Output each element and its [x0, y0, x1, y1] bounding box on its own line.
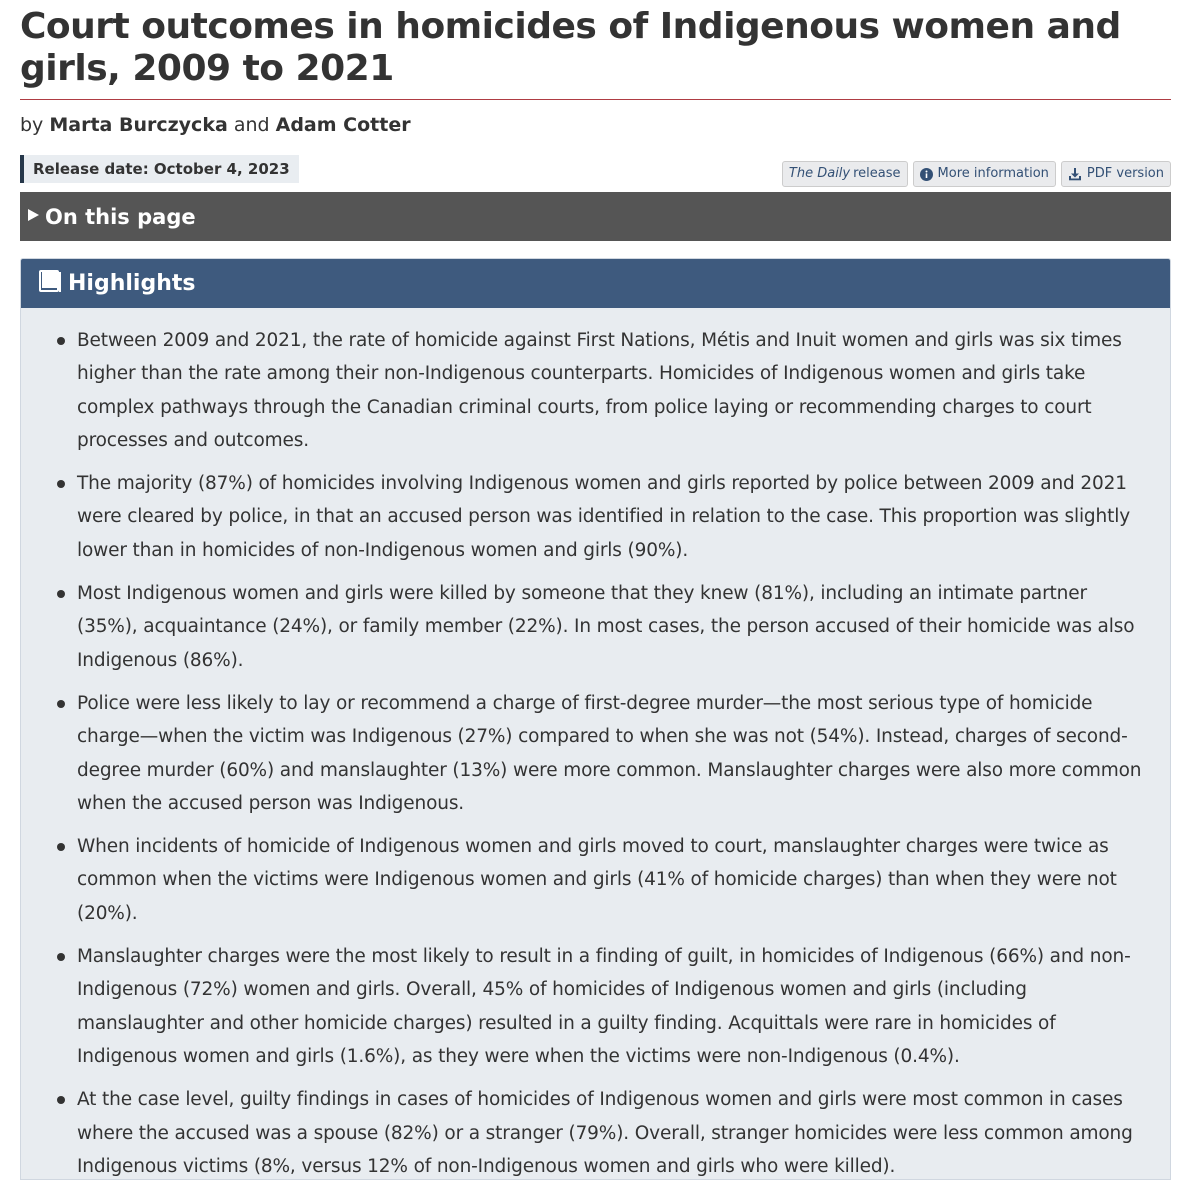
daily-label: The Daily — [788, 166, 851, 181]
highlights-panel — [20, 258, 1171, 1180]
on-this-page-label: On this page — [45, 204, 196, 229]
document-actions — [782, 161, 1171, 187]
daily-release-button[interactable] — [782, 161, 908, 187]
byline-prefix: by — [20, 114, 44, 136]
highlights-list — [55, 324, 1152, 1180]
byline — [20, 113, 1171, 137]
title-divider — [20, 99, 1171, 100]
list-item: At the case level, guilty findings in cases of homicides of Indigenous women and girls were most common in cases where the accused was a spouse (82%) or a stranger (79%). Overall, stranger homicides were less common among Indigenous victims (8%, versus 12% of non-Indigenous women and girls who were killed). — [55, 1083, 1152, 1180]
page-title: Court outcomes in homicides of Indigenous women and girls, 2009 to 2021 — [20, 6, 1121, 89]
list-item: Most Indigenous women and girls were killed by someone that they knew (81%), including an intimate partner (35%), acquaintance (24%), or family member (22%). In most cases, the person accused of their homicide was also Indigenous (86%). — [55, 577, 1152, 677]
download-icon — [1068, 167, 1082, 181]
highlights-body — [21, 308, 1170, 1180]
daily-suffix: release — [853, 166, 901, 181]
release-date: Release date: October 4, 2023 — [20, 155, 299, 183]
page-content — [20, 0, 1171, 1180]
list-item: When incidents of homicide of Indigenous women and girls moved to court, manslaughter charges were twice as common when the victims were Indigenous women and girls (41% of homicide charges) than when they were not (20%). — [55, 830, 1152, 930]
release-row — [20, 155, 1171, 195]
more-information-button[interactable] — [913, 161, 1056, 187]
highlights-header — [21, 259, 1170, 308]
list-item: Police were less likely to lay or recommend a charge of first-degree murder—the most serious type of homicide charge—when the victim was Indigenous (27%) compared to when she was not (54%). Instead, charges of second-degree murder (60%) and manslaughter (13%) were more common. Manslaughter charges were also more common when the accused person was Indigenous. — [55, 687, 1152, 820]
author-name: Adam Cotter — [275, 114, 411, 136]
list-item: Between 2009 and 2021, the rate of homicide against First Nations, Métis and Inuit women and girls was six times higher than the rate among their non-Indigenous counterparts. Homicides of Indigenous women and girls take complex pathways through the Canadian criminal courts, from police laying or recommending charges to court processes and outcomes. — [55, 324, 1152, 457]
list-item: Manslaughter charges were the most likely to result in a finding of guilt, in homicides of Indigenous (66%) and non-Indigenous (72%) women and girls. Overall, 45% of homicides of Indigenous women and girls (including manslaughter and other homicide charges) resulted in a guilty finding. Acquittals were rare in homicides of Indigenous women and girls (1.6%), as they were when the victims were non-Indigenous (0.4%). — [55, 940, 1152, 1073]
author-name: Marta Burczycka — [49, 114, 228, 136]
book-icon — [38, 269, 62, 299]
on-this-page-toggle[interactable] — [20, 192, 1171, 241]
pdf-version-button[interactable] — [1061, 161, 1171, 187]
caret-right-icon — [28, 209, 39, 224]
byline-conjunction: and — [233, 114, 270, 136]
info-circle-icon — [920, 168, 933, 181]
list-item: The majority (87%) of homicides involving Indigenous women and girls reported by police between 2009 and 2021 were cleared by police, in that an accused person was identified in relation to the case. This proportion was slightly lower than in homicides of non-Indigenous women and girls (90%). — [55, 467, 1152, 567]
pdf-version-label: PDF version — [1086, 166, 1164, 181]
more-information-label: More information — [937, 166, 1049, 181]
highlights-title: Highlights — [68, 271, 196, 296]
